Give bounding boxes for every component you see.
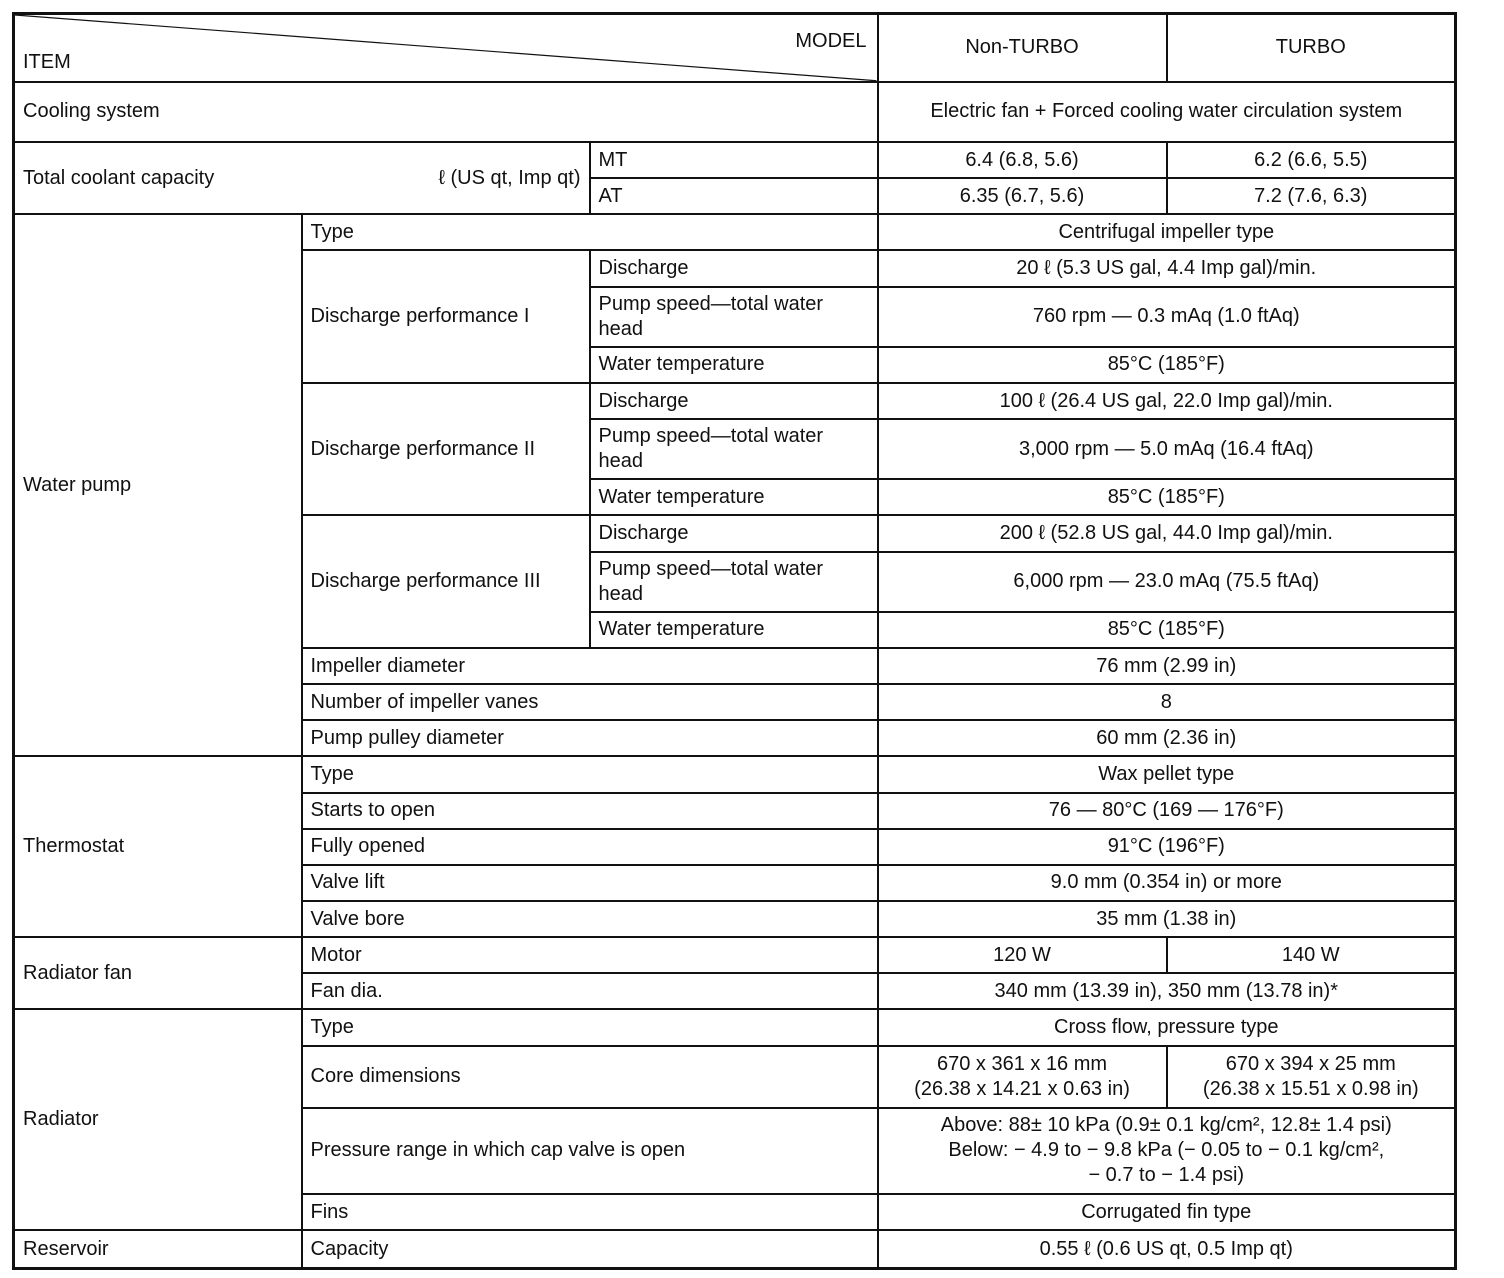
thermostat-starts-label: Starts to open <box>302 793 878 829</box>
cooling-system-row <box>14 82 1456 142</box>
impeller-diameter-value: 76 mm (2.99 in) <box>878 648 1456 684</box>
perf3-temp-label: Water temperature <box>590 612 878 648</box>
radiator-fan-label: Radiator fan <box>14 937 302 1009</box>
thermostat-bore-value: 35 mm (1.38 in) <box>878 901 1456 937</box>
radiator-pressure-value <box>878 1108 1456 1194</box>
fan-motor-label: Motor <box>302 937 878 973</box>
perf2-label: Discharge performance II <box>302 383 590 516</box>
perf3-discharge-label: Discharge <box>590 515 878 551</box>
perf1-label: Discharge performance I <box>302 250 590 383</box>
perf2-discharge-label: Discharge <box>590 383 878 419</box>
radiator-fins-value: Corrugated fin type <box>878 1194 1456 1230</box>
pressure-line-3: − 0.7 to − 1.4 psi) <box>1088 1164 1245 1187</box>
cooling-spec-table <box>12 12 1457 1270</box>
thermostat-type-value: Wax pellet type <box>878 756 1456 792</box>
col-turbo-header: TURBO <box>1167 14 1456 82</box>
thermostat-fully-label: Fully opened <box>302 829 878 865</box>
coolant-at-turbo: 7.2 (7.6, 6.3) <box>1167 178 1456 214</box>
perf3-speed-label: Pump speed—total water head <box>590 552 878 612</box>
perf1-temp-label: Water temperature <box>590 347 878 383</box>
pressure-line-2: Below: − 4.9 to − 9.8 kPa (− 0.05 to − 0.1 kg/cm², <box>948 1139 1385 1162</box>
header-item-model-cell <box>14 14 878 82</box>
impeller-vanes-value: 8 <box>878 684 1456 720</box>
thermostat-lift-value: 9.0 mm (0.354 in) or more <box>878 865 1456 901</box>
thermostat-fully-value: 91°C (196°F) <box>878 829 1456 865</box>
impeller-vanes-label: Number of impeller vanes <box>302 684 878 720</box>
diagonal-divider <box>15 15 877 81</box>
total-coolant-label-cell <box>14 142 590 214</box>
coolant-at-label: AT <box>590 178 878 214</box>
perf2-temp-value: 85°C (185°F) <box>878 479 1456 515</box>
coolant-mt-non-turbo: 6.4 (6.8, 5.6) <box>878 142 1167 178</box>
thermostat-type-label: Type <box>302 756 878 792</box>
perf3-label: Discharge performance III <box>302 515 590 648</box>
radiator-type-value: Cross flow, pressure type <box>878 1009 1456 1045</box>
perf2-speed-value: 3,000 rpm — 5.0 mAq (16.4 ftAq) <box>878 419 1456 479</box>
perf3-temp-value: 85°C (185°F) <box>878 612 1456 648</box>
coolant-mt-row <box>14 142 1456 178</box>
fan-motor-non-turbo: 120 W <box>878 937 1167 973</box>
perf1-speed-value: 760 rpm — 0.3 mAq (1.0 ftAq) <box>878 287 1456 347</box>
perf1-discharge-value: 20 ℓ (5.3 US gal, 4.4 Imp gal)/min. <box>878 250 1456 286</box>
perf1-temp-value: 85°C (185°F) <box>878 347 1456 383</box>
coolant-at-non-turbo: 6.35 (6.7, 5.6) <box>878 178 1167 214</box>
reservoir-label: Reservoir <box>14 1230 302 1268</box>
perf3-discharge-value: 200 ℓ (52.8 US gal, 44.0 Imp gal)/min. <box>878 515 1456 551</box>
col-non-turbo-header: Non-TURBO <box>878 14 1167 82</box>
reservoir-row <box>14 1230 1456 1268</box>
thermostat-lift-label: Valve lift <box>302 865 878 901</box>
core-turbo-line1: 670 x 394 x 25 mm <box>1225 1052 1396 1075</box>
core-non-turbo-line2: (26.38 x 14.21 x 0.63 in) <box>914 1077 1130 1100</box>
radiator-core-non-turbo <box>878 1046 1167 1108</box>
impeller-diameter-label: Impeller diameter <box>302 648 878 684</box>
pump-pulley-label: Pump pulley diameter <box>302 720 878 756</box>
reservoir-capacity-label: Capacity <box>302 1230 878 1268</box>
thermostat-bore-label: Valve bore <box>302 901 878 937</box>
radiator-type-row <box>14 1009 1456 1045</box>
reservoir-capacity-value: 0.55 ℓ (0.6 US qt, 0.5 Imp qt) <box>878 1230 1456 1268</box>
pump-type-value: Centrifugal impeller type <box>878 214 1456 250</box>
thermostat-type-row <box>14 756 1456 792</box>
cooling-system-label: Cooling system <box>14 82 878 142</box>
pump-pulley-value: 60 mm (2.36 in) <box>878 720 1456 756</box>
radiator-core-turbo <box>1167 1046 1456 1108</box>
radiator-pressure-label: Pressure range in which cap valve is open <box>302 1108 878 1194</box>
perf1-speed-label: Pump speed—total water head <box>590 287 878 347</box>
radiator-label-cell <box>14 1009 302 1230</box>
fan-dia-value: 340 mm (13.39 in), 350 mm (13.78 in)* <box>878 973 1456 1009</box>
perf1-discharge-label: Discharge <box>590 250 878 286</box>
perf3-speed-value: 6,000 rpm — 23.0 mAq (75.5 ftAq) <box>878 552 1456 612</box>
perf2-temp-label: Water temperature <box>590 479 878 515</box>
item-label: ITEM <box>23 50 71 73</box>
total-coolant-label: Total coolant capacity <box>23 166 215 189</box>
fan-motor-turbo: 140 W <box>1167 937 1456 973</box>
coolant-mt-label: MT <box>590 142 878 178</box>
radiator-label: Radiator <box>23 1108 99 1131</box>
header-row <box>14 14 1456 82</box>
pressure-line-1: Above: 88± 10 kPa (0.9± 0.1 kg/cm², 12.8± 1.4 psi) <box>940 1114 1392 1137</box>
thermostat-label: Thermostat <box>14 756 302 937</box>
pump-type-row <box>14 214 1456 250</box>
fan-motor-row <box>14 937 1456 973</box>
radiator-fins-label: Fins <box>302 1194 878 1230</box>
coolant-mt-turbo: 6.2 (6.6, 5.5) <box>1167 142 1456 178</box>
perf2-discharge-value: 100 ℓ (26.4 US gal, 22.0 Imp gal)/min. <box>878 383 1456 419</box>
radiator-type-label: Type <box>302 1009 878 1045</box>
thermostat-starts-value: 76 — 80°C (169 — 176°F) <box>878 793 1456 829</box>
core-turbo-line2: (26.38 x 15.51 x 0.98 in) <box>1202 1077 1419 1100</box>
water-pump-label: Water pump <box>14 214 302 756</box>
model-label: MODEL <box>795 30 867 52</box>
pump-type-label: Type <box>302 214 878 250</box>
core-non-turbo-line1: 670 x 361 x 16 mm <box>936 1052 1108 1075</box>
total-coolant-unit: ℓ (US qt, Imp qt) <box>438 166 581 189</box>
cooling-system-value: Electric fan + Forced cooling water circulation system <box>878 82 1456 142</box>
perf2-speed-label: Pump speed—total water head <box>590 419 878 479</box>
radiator-core-label: Core dimensions <box>302 1046 878 1108</box>
fan-dia-label: Fan dia. <box>302 973 878 1009</box>
